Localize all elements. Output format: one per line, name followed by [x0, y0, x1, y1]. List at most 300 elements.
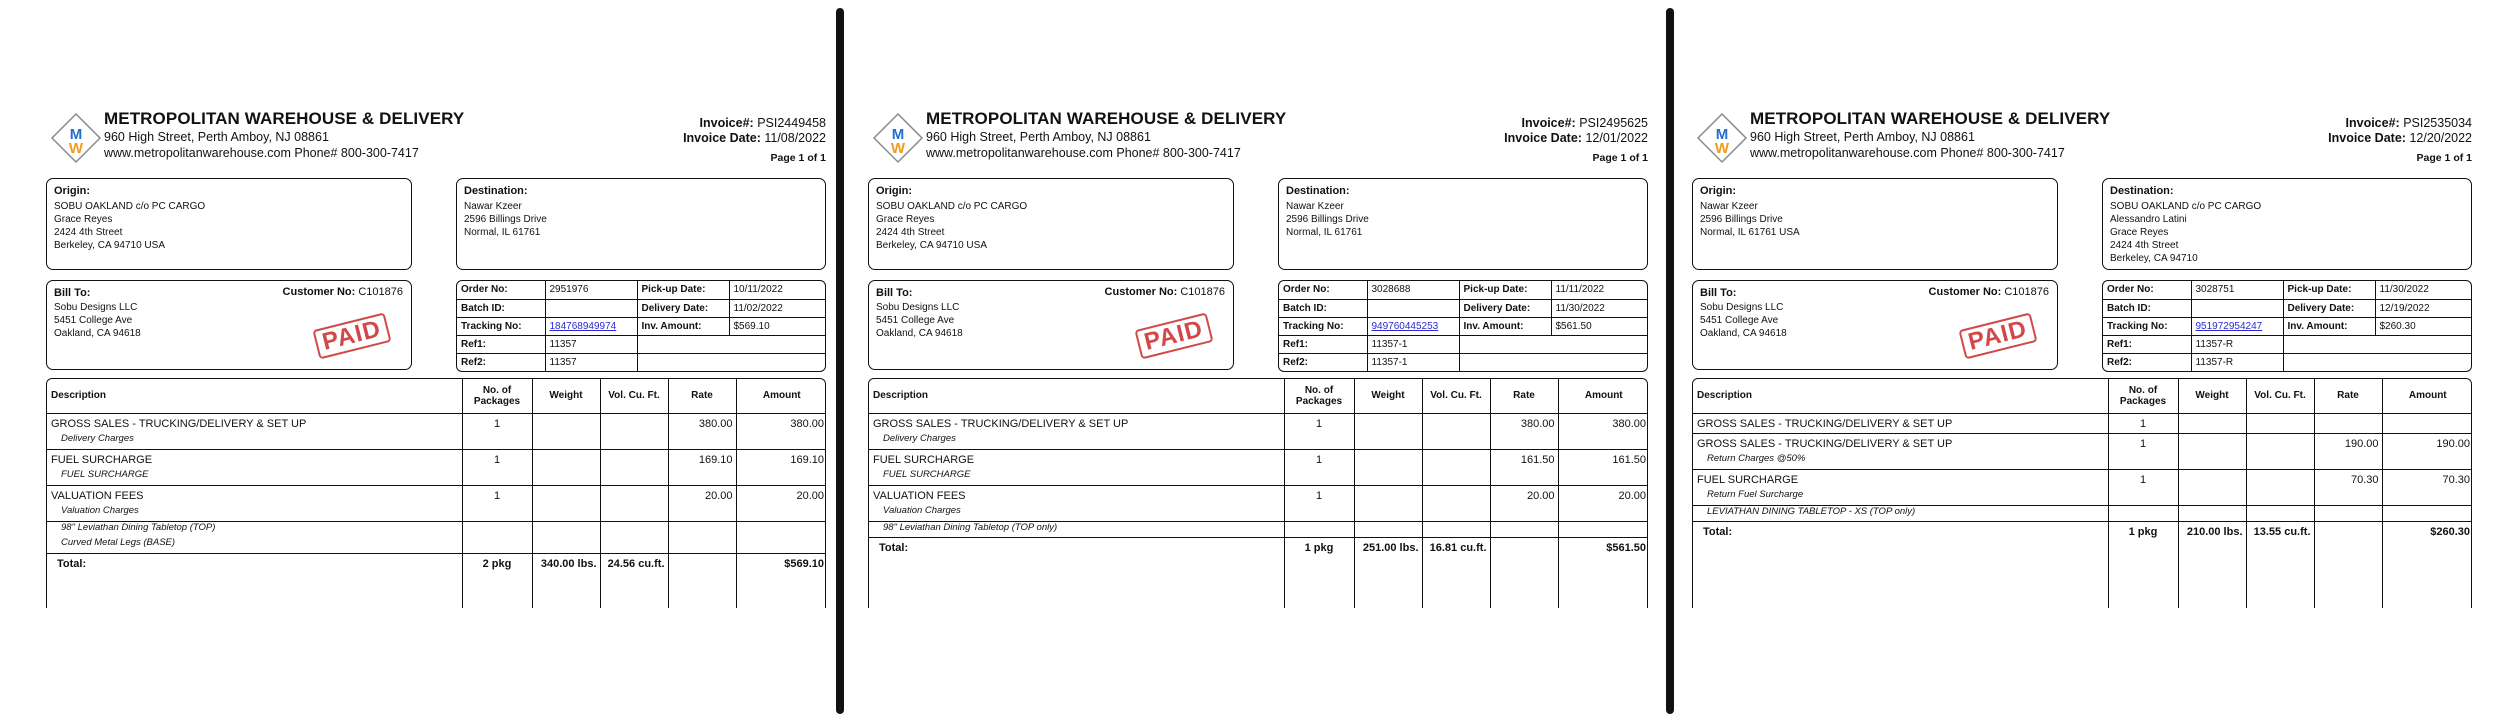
destination-box	[1278, 178, 1648, 270]
origin-line: 2424 4th Street	[876, 227, 945, 238]
empty-cell	[1422, 469, 1490, 485]
customer-number-label: Customer No:	[1928, 286, 2002, 298]
line-item-description: FUEL SURCHARGE	[1693, 469, 2108, 489]
line-item-volume	[1422, 449, 1490, 469]
bill-to-line: Sobu Designs LLC	[1700, 302, 1784, 313]
line-item-volume	[2246, 433, 2314, 453]
line-items-table	[1692, 378, 2472, 608]
empty-cell	[462, 521, 532, 537]
line-item-weight	[532, 485, 600, 505]
order-detail-empty	[1459, 353, 1647, 371]
company-logo	[50, 112, 102, 164]
empty-cell	[736, 505, 826, 521]
order-detail-empty	[2283, 353, 2471, 371]
line-item-rate: 70.30	[2314, 469, 2382, 489]
table-header	[47, 379, 826, 413]
invoice-number-line	[700, 116, 826, 130]
empty-cell	[1354, 469, 1422, 485]
destination-label: Destination:	[1286, 185, 1350, 197]
empty-cell	[600, 537, 668, 553]
empty-cell	[2108, 489, 2178, 505]
column-rate: Rate	[668, 379, 736, 413]
order-detail-row	[1279, 335, 1647, 353]
order-detail-value	[1367, 299, 1459, 317]
invoice-page	[1692, 0, 2472, 726]
order-detail-row	[457, 299, 825, 317]
empty-cell	[1490, 505, 1558, 521]
column-rate: Rate	[1490, 379, 1558, 413]
empty-cell	[2108, 453, 2178, 469]
line-item-weight	[532, 449, 600, 469]
line-item-note-row	[869, 505, 1648, 521]
line-item-note-row	[47, 469, 826, 485]
invoice-date-label: Invoice Date:	[1504, 131, 1582, 145]
invoice-number: PSI2495625	[1579, 116, 1648, 130]
empty-cell	[1558, 433, 1648, 449]
empty-cell	[532, 433, 600, 449]
bill-to-label: Bill To:	[876, 287, 913, 299]
empty-cell	[1422, 505, 1490, 521]
order-detail-label: Ref2:	[2103, 353, 2191, 371]
line-item-weight	[2178, 433, 2246, 453]
line-item-amount: 20.00	[1558, 485, 1648, 505]
order-detail-label: Ref2:	[1279, 353, 1367, 371]
line-items-table	[868, 378, 1648, 608]
line-item-amount: 70.30	[2382, 469, 2472, 489]
total-packages: 2 pkg	[462, 553, 532, 575]
column-amount: Amount	[2382, 379, 2472, 413]
column-volume: Vol. Cu. Ft.	[600, 379, 668, 413]
customer-number-line	[1105, 286, 1225, 298]
line-item-description: VALUATION FEES	[47, 485, 462, 505]
empty-cell	[462, 537, 532, 553]
page-divider	[836, 8, 844, 714]
empty-cell	[1490, 537, 1558, 559]
tracking-number-cell	[545, 317, 637, 335]
empty-cell	[1558, 469, 1648, 485]
invoice-number-label: Invoice#:	[1521, 116, 1576, 130]
filler-row	[869, 559, 1648, 608]
line-item-amount: 380.00	[1558, 413, 1648, 433]
order-detail-label: Delivery Date:	[2283, 299, 2375, 317]
order-details-box	[456, 280, 826, 372]
company-logo	[872, 112, 924, 164]
line-item-row	[869, 413, 1648, 433]
order-detail-empty	[637, 353, 825, 371]
customer-number: C101876	[358, 286, 403, 298]
line-item-note: Valuation Charges	[61, 505, 139, 516]
empty-cell	[1284, 469, 1354, 485]
line-item-note: Return Charges @50%	[1707, 453, 1806, 464]
order-detail-label: Delivery Date:	[637, 299, 729, 317]
line-item-row	[47, 485, 826, 505]
customer-number-label: Customer No:	[282, 286, 356, 298]
line-item-note-row	[869, 433, 1648, 449]
empty-cell	[1558, 521, 1648, 537]
line-item-row	[1693, 469, 2472, 489]
empty-cell	[1490, 433, 1558, 449]
bill-to-label: Bill To:	[1700, 287, 1737, 299]
empty-cell	[1354, 521, 1422, 537]
line-item-rate: 20.00	[668, 485, 736, 505]
bill-to-box	[46, 280, 412, 370]
order-detail-label: Pick-up Date:	[1459, 281, 1551, 299]
destination-line: Berkeley, CA 94710	[2110, 253, 2198, 264]
line-item-note: Delivery Charges	[883, 433, 956, 444]
order-detail-value: 11357-1	[1367, 353, 1459, 371]
invoice-date-label: Invoice Date:	[2328, 131, 2406, 145]
order-detail-value: $260.30	[2375, 317, 2471, 335]
company-logo	[1696, 112, 1748, 164]
line-item-description: FUEL SURCHARGE	[47, 449, 462, 469]
destination-line: Normal, IL 61761	[1286, 227, 1363, 238]
logo-letter-w: W	[1714, 140, 1730, 157]
company-web-phone: www.metropolitanwarehouse.com Phone# 800-300-7417	[926, 146, 1241, 160]
total-amount: $561.50	[1558, 537, 1648, 559]
empty-cell	[1354, 505, 1422, 521]
invoice-date-line	[2328, 131, 2472, 145]
line-item-row	[1693, 433, 2472, 453]
line-item-weight	[532, 413, 600, 433]
line-item-packages: 1	[1284, 413, 1354, 433]
invoice-number-line	[1522, 116, 1648, 130]
bill-to-line: Sobu Designs LLC	[54, 302, 138, 313]
order-detail-row	[457, 281, 825, 299]
line-item-weight	[1354, 449, 1422, 469]
empty-cell	[2314, 521, 2382, 543]
empty-cell	[2382, 453, 2472, 469]
table-header	[1693, 379, 2472, 413]
line-item-amount: 20.00	[736, 485, 826, 505]
column-weight: Weight	[532, 379, 600, 413]
line-item-note-row	[47, 505, 826, 521]
order-detail-value: 11357-R	[2191, 335, 2283, 353]
empty-cell	[1490, 469, 1558, 485]
line-item-amount: 169.10	[736, 449, 826, 469]
order-detail-value: 12/19/2022	[2375, 299, 2471, 317]
order-detail-label: Inv. Amount:	[1459, 317, 1551, 335]
page-number: Page 1 of 1	[770, 152, 826, 164]
empty-cell	[2178, 489, 2246, 505]
line-item-description: GROSS SALES - TRUCKING/DELIVERY & SET UP	[51, 417, 307, 430]
company-web-phone: www.metropolitanwarehouse.com Phone# 800-300-7417	[1750, 146, 2065, 160]
empty-cell	[2246, 453, 2314, 469]
order-detail-row	[457, 353, 825, 371]
page-number: Page 1 of 1	[2416, 152, 2472, 164]
destination-box	[456, 178, 826, 270]
destination-line: SOBU OAKLAND c/o PC CARGO	[2110, 201, 2262, 212]
origin-line: SOBU OAKLAND c/o PC CARGO	[876, 201, 1028, 212]
paid-stamp: PAID	[1135, 313, 1214, 360]
order-detail-label: Ref1:	[457, 335, 545, 353]
line-item-volume	[600, 449, 668, 469]
empty-cell	[2108, 505, 2178, 521]
order-detail-row	[2103, 317, 2471, 335]
line-item-description: GROSS SALES - TRUCKING/DELIVERY & SET UP	[1693, 433, 2108, 453]
total-row	[869, 537, 1648, 559]
empty-cell	[668, 521, 736, 537]
invoice-number: PSI2449458	[757, 116, 826, 130]
invoice-date-label: Invoice Date:	[683, 131, 761, 145]
empty-cell	[2314, 489, 2382, 505]
line-item-amount: 190.00	[2382, 433, 2472, 453]
empty-cell	[600, 433, 668, 449]
invoice-page	[46, 0, 826, 726]
total-amount: $569.10	[736, 553, 826, 575]
empty-cell	[668, 553, 736, 575]
invoice-date: 12/01/2022	[1585, 131, 1648, 145]
line-item-rate: 161.50	[1490, 449, 1558, 469]
order-detail-row	[1279, 353, 1647, 371]
order-detail-label: Pick-up Date:	[637, 281, 729, 299]
origin-line: Berkeley, CA 94710 USA	[54, 240, 165, 251]
column-weight: Weight	[1354, 379, 1422, 413]
origin-line: SOBU OAKLAND c/o PC CARGO	[54, 201, 206, 212]
line-item-row	[47, 413, 826, 433]
total-label: Total:	[869, 537, 1284, 559]
empty-cell	[2314, 505, 2382, 521]
logo-letter-m: M	[891, 126, 905, 143]
line-item-note: Curved Metal Legs (BASE)	[61, 537, 176, 548]
invoice-date: 12/20/2022	[2409, 131, 2472, 145]
line-item-rate: 169.10	[668, 449, 736, 469]
column-amount: Amount	[1558, 379, 1648, 413]
bill-to-line: Sobu Designs LLC	[876, 302, 960, 313]
empty-cell	[668, 537, 736, 553]
order-detail-label: Order No:	[457, 281, 545, 299]
order-detail-row	[2103, 299, 2471, 317]
order-detail-label: Tracking No:	[2103, 317, 2191, 335]
bill-to-label: Bill To:	[54, 287, 91, 299]
order-detail-value: 11/30/2022	[2375, 281, 2471, 299]
origin-line: Nawar Kzeer	[1700, 201, 1758, 212]
line-item-weight	[1354, 485, 1422, 505]
bill-to-line: Oakland, CA 94618	[1700, 328, 1787, 339]
total-row	[47, 553, 826, 575]
origin-line: Berkeley, CA 94710 USA	[876, 240, 987, 251]
line-item-row	[47, 449, 826, 469]
column-volume: Vol. Cu. Ft.	[1422, 379, 1490, 413]
empty-cell	[1284, 433, 1354, 449]
column-amount: Amount	[736, 379, 826, 413]
origin-line: Normal, IL 61761 USA	[1700, 227, 1800, 238]
order-detail-row	[457, 335, 825, 353]
order-detail-label: Ref2:	[457, 353, 545, 371]
total-packages: 1 pkg	[2108, 521, 2178, 543]
order-detail-value: $569.10	[729, 317, 825, 335]
order-detail-label: Ref1:	[2103, 335, 2191, 353]
empty-cell	[1284, 505, 1354, 521]
bill-to-line: 5451 College Ave	[54, 315, 133, 326]
column-description: Description	[869, 379, 1284, 413]
line-item-rate: 380.00	[668, 413, 736, 433]
order-detail-value: 2951976	[545, 281, 637, 299]
line-item-row	[1693, 413, 2472, 433]
total-weight: 340.00 lbs.	[532, 553, 600, 575]
line-item-note: FUEL SURCHARGE	[61, 469, 149, 480]
line-item-volume	[600, 413, 668, 433]
invoice-number-label: Invoice#:	[699, 116, 754, 130]
empty-cell	[668, 433, 736, 449]
empty-cell	[600, 521, 668, 537]
total-label: Total:	[47, 553, 462, 575]
tracking-number-link[interactable]: 184768949974	[549, 320, 617, 332]
empty-cell	[1422, 521, 1490, 537]
line-item-packages: 1	[1284, 449, 1354, 469]
empty-cell	[600, 505, 668, 521]
order-detail-row	[1279, 281, 1647, 299]
paid-stamp: PAID	[1959, 313, 2038, 360]
order-detail-row	[2103, 353, 2471, 371]
line-item-note-row	[869, 521, 1648, 537]
line-item-packages: 1	[462, 413, 532, 433]
empty-cell	[532, 505, 600, 521]
line-item-amount: 380.00	[736, 413, 826, 433]
empty-cell	[2178, 453, 2246, 469]
destination-label: Destination:	[464, 185, 528, 197]
tracking-number-link[interactable]: 949760445253	[1371, 320, 1439, 332]
column-rate: Rate	[2314, 379, 2382, 413]
empty-cell	[1354, 433, 1422, 449]
tracking-number-cell	[1367, 317, 1459, 335]
customer-number-label: Customer No:	[1104, 286, 1178, 298]
logo-letter-m: M	[1715, 126, 1729, 143]
order-detail-value: 3028751	[2191, 281, 2283, 299]
origin-box	[1692, 178, 2058, 270]
origin-box	[46, 178, 412, 270]
empty-cell	[736, 433, 826, 449]
page-divider	[1666, 8, 1674, 714]
total-label: Total:	[1693, 521, 2108, 543]
order-detail-label: Ref1:	[1279, 335, 1367, 353]
order-detail-row	[457, 317, 825, 335]
bill-to-line: 5451 College Ave	[876, 315, 955, 326]
order-detail-value: 11357	[545, 335, 637, 353]
origin-line: 2596 Billings Drive	[1700, 214, 1783, 225]
customer-number: C101876	[2004, 286, 2049, 298]
destination-line: Normal, IL 61761	[464, 227, 541, 238]
line-item-rate	[2314, 413, 2382, 433]
line-item-note: FUEL SURCHARGE	[883, 469, 971, 480]
order-details-box	[1278, 280, 1648, 372]
invoice-date-line	[1504, 131, 1648, 145]
order-detail-empty	[2283, 335, 2471, 353]
total-weight: 210.00 lbs.	[2178, 521, 2246, 543]
bill-to-box	[868, 280, 1234, 370]
empty-cell	[736, 537, 826, 553]
customer-number-line	[283, 286, 403, 298]
table-header	[869, 379, 1648, 413]
order-detail-value: 11/30/2022	[1551, 299, 1647, 317]
column-packages: No. of Packages	[462, 379, 532, 413]
origin-label: Origin:	[54, 185, 91, 197]
order-detail-label: Inv. Amount:	[2283, 317, 2375, 335]
empty-cell	[2246, 505, 2314, 521]
empty-cell	[668, 505, 736, 521]
line-item-note: 98" Leviathan Dining Tabletop (TOP)	[47, 521, 462, 537]
invoice-number-line	[2346, 116, 2472, 130]
line-item-volume	[2246, 469, 2314, 489]
line-item-note: LEVIATHAN DINING TABLETOP - XS (TOP only)	[1693, 505, 2108, 521]
invoice-number-label: Invoice#:	[2345, 116, 2400, 130]
line-item-rate: 380.00	[1490, 413, 1558, 433]
order-detail-value: 11357-1	[1367, 335, 1459, 353]
line-item-packages: 1	[2108, 413, 2178, 433]
invoice-number: PSI2535034	[2403, 116, 2472, 130]
line-item-volume	[1422, 413, 1490, 433]
line-item-row	[869, 485, 1648, 505]
order-detail-row	[1279, 317, 1647, 335]
order-detail-label: Delivery Date:	[1459, 299, 1551, 317]
line-item-packages: 1	[2108, 433, 2178, 453]
line-item-rate: 190.00	[2314, 433, 2382, 453]
line-item-note-row	[47, 521, 826, 537]
total-amount: $260.30	[2382, 521, 2472, 543]
empty-cell	[736, 469, 826, 485]
order-detail-value: 10/11/2022	[729, 281, 825, 299]
column-volume: Vol. Cu. Ft.	[2246, 379, 2314, 413]
order-detail-value: $561.50	[1551, 317, 1647, 335]
destination-line: Grace Reyes	[2110, 227, 2169, 238]
empty-cell	[2314, 453, 2382, 469]
total-packages: 1 pkg	[1284, 537, 1354, 559]
destination-line: Nawar Kzeer	[1286, 201, 1344, 212]
order-detail-label: Pick-up Date:	[2283, 281, 2375, 299]
order-detail-label: Inv. Amount:	[637, 317, 729, 335]
order-detail-row	[2103, 281, 2471, 299]
invoice-date: 11/08/2022	[764, 131, 826, 145]
company-address: 960 High Street, Perth Amboy, NJ 08861	[104, 130, 329, 144]
order-detail-value	[545, 299, 637, 317]
company-name: METROPOLITAN WAREHOUSE & DELIVERY	[926, 109, 1287, 128]
empty-cell	[462, 505, 532, 521]
empty-cell	[462, 469, 532, 485]
order-detail-value: 11357	[545, 353, 637, 371]
empty-cell	[2246, 489, 2314, 505]
line-item-note: Delivery Charges	[61, 433, 134, 444]
empty-cell	[736, 521, 826, 537]
line-item-packages: 1	[2108, 469, 2178, 489]
line-item-description: GROSS SALES - TRUCKING/DELIVERY & SET UP	[873, 417, 1129, 430]
order-detail-value	[2191, 299, 2283, 317]
total-weight: 251.00 lbs.	[1354, 537, 1422, 559]
line-item-weight	[2178, 469, 2246, 489]
line-item-note: 98" Leviathan Dining Tabletop (TOP only)	[869, 521, 1284, 537]
column-description: Description	[1693, 379, 2108, 413]
origin-box	[868, 178, 1234, 270]
order-detail-label: Batch ID:	[457, 299, 545, 317]
empty-cell	[532, 537, 600, 553]
logo-letter-m: M	[69, 126, 83, 143]
logo-letter-w: W	[890, 140, 906, 157]
line-item-note-row	[47, 537, 826, 553]
tracking-number-link[interactable]: 951972954247	[2195, 320, 2263, 332]
empty-cell	[2382, 505, 2472, 521]
destination-line: 2424 4th Street	[2110, 240, 2179, 251]
empty-cell	[532, 521, 600, 537]
total-volume: 24.56 cu.ft.	[600, 553, 668, 575]
line-item-rate: 20.00	[1490, 485, 1558, 505]
order-detail-empty	[1459, 335, 1647, 353]
order-detail-label: Batch ID:	[1279, 299, 1367, 317]
bill-to-line: 5451 College Ave	[1700, 315, 1779, 326]
line-item-amount	[2382, 413, 2472, 433]
order-detail-row	[2103, 335, 2471, 353]
empty-cell	[532, 469, 600, 485]
empty-cell	[1490, 521, 1558, 537]
line-item-packages: 1	[1284, 485, 1354, 505]
line-item-note: Return Fuel Surcharge	[1707, 489, 1804, 500]
